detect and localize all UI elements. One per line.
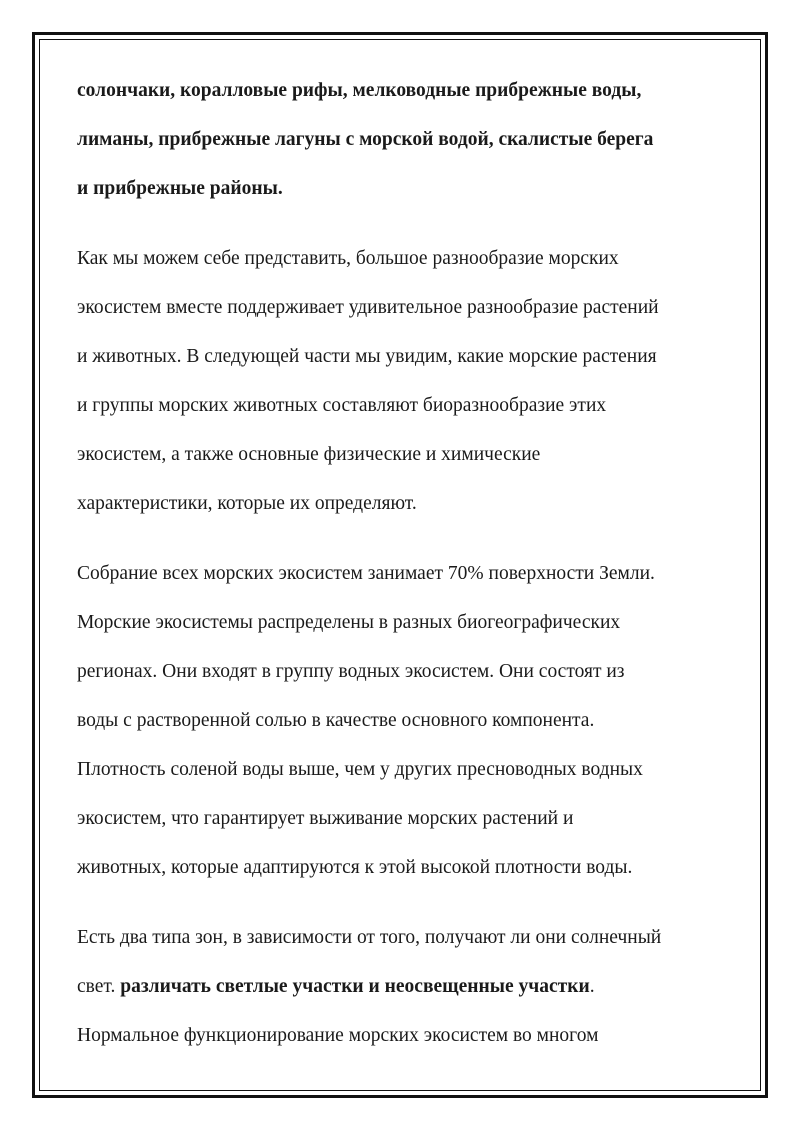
paragraph-3	[77, 549, 737, 892]
body-text: свет.	[77, 976, 121, 997]
body-text: Морские экосистемы распределены в разных биогеографических	[77, 612, 621, 633]
body-text: Нормальное функционирование морских экосистем во многом	[77, 1025, 599, 1046]
text-line	[77, 1011, 737, 1060]
text-line	[77, 745, 737, 794]
text-line	[77, 115, 737, 164]
text-line	[77, 598, 737, 647]
text-line	[77, 332, 737, 381]
body-text: Как мы можем себе представить, большое разнообразие морских	[77, 248, 619, 269]
text-line	[77, 962, 737, 1011]
paragraph-gap	[77, 213, 737, 234]
text-line	[77, 696, 737, 745]
text-line	[77, 164, 737, 213]
bold-text: солончаки, коралловые рифы, мелководные прибрежные воды,	[77, 80, 642, 101]
body-text: .	[589, 976, 595, 997]
text-line	[77, 381, 737, 430]
paragraph-gap	[77, 892, 737, 913]
body-text: регионах. Они входят в группу водных экосистем. Они состоят из	[77, 661, 625, 682]
body-text: Есть два типа зон, в зависимости от того, получают ли они солнечный	[77, 927, 662, 948]
text-line	[77, 283, 737, 332]
text-line	[77, 234, 737, 283]
body-text: экосистем вместе поддерживает удивительное разнообразие растений	[77, 297, 659, 318]
body-text: и группы морских животных составляют биоразнообразие этих	[77, 395, 607, 416]
text-line	[77, 66, 737, 115]
text-line	[77, 843, 737, 892]
paragraph-1	[77, 66, 737, 213]
text-line	[77, 647, 737, 696]
body-text: характеристики, которые их определяют.	[77, 493, 417, 514]
body-text: и животных. В следующей части мы увидим, какие морские растения	[77, 346, 657, 367]
body-text: Плотность соленой воды выше, чем у других пресноводных водных	[77, 759, 643, 780]
body-text: Собрание всех морских экосистем занимает 70% поверхности Земли.	[77, 563, 655, 584]
bold-text: различать светлые участки и неосвещенные участки	[120, 976, 590, 997]
body-text: экосистем, а также основные физические и химические	[77, 444, 541, 465]
paragraph-2	[77, 234, 737, 528]
bold-text: лиманы, прибрежные лагуны с морской водой, скалистые берега	[77, 129, 654, 150]
body-text: экосистем, что гарантирует выживание морских растений и	[77, 808, 574, 829]
paragraph-gap	[77, 528, 737, 549]
text-line	[77, 794, 737, 843]
body-text: воды с растворенной солью в качестве основного компонента.	[77, 710, 595, 731]
text-line	[77, 549, 737, 598]
document-body	[77, 66, 737, 1060]
paragraph-4	[77, 913, 737, 1060]
bold-text: и прибрежные районы.	[77, 178, 283, 199]
body-text: животных, которые адаптируются к этой высокой плотности воды.	[77, 857, 633, 878]
text-line	[77, 430, 737, 479]
text-line	[77, 479, 737, 528]
text-line	[77, 913, 737, 962]
